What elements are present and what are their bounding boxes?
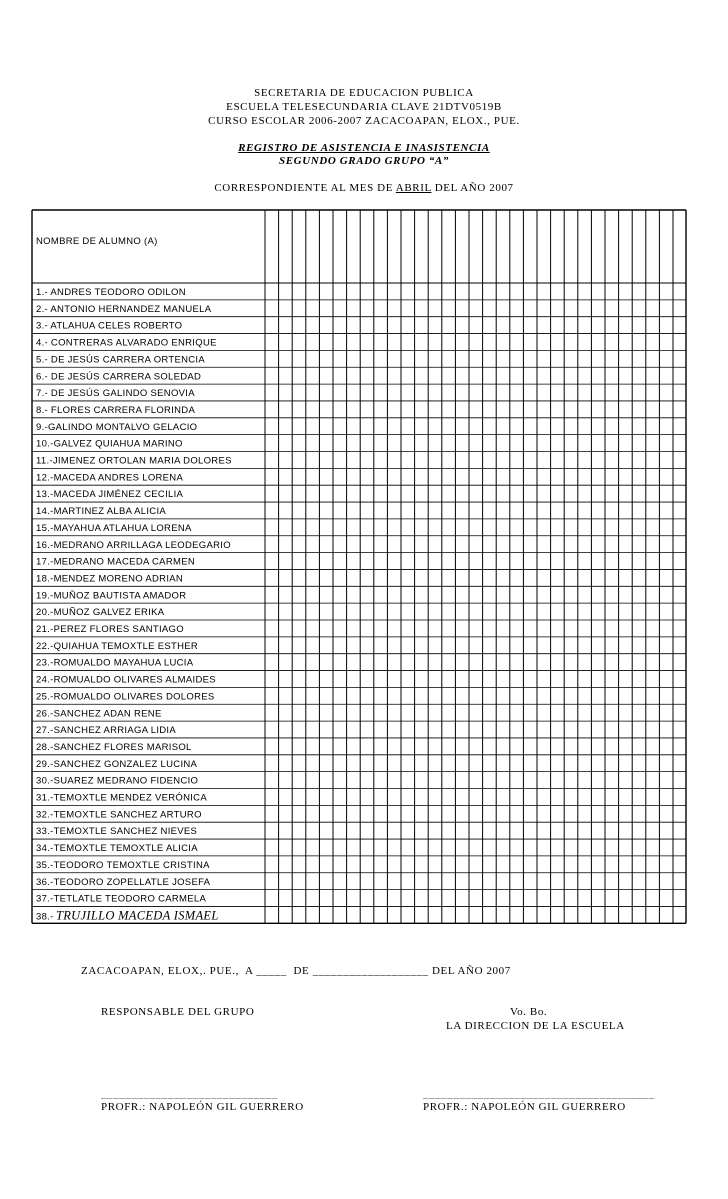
student-name: 11.-JIMENEZ ORTOLAN MARIA DOLORES <box>36 455 232 467</box>
student-name: 8.- FLORES CARRERA FLORINDA <box>36 404 196 416</box>
student-name: 19.-MUÑOZ BAUTISTA AMADOR <box>36 590 187 602</box>
signature-line-left: _____________________________ <box>101 1088 278 1100</box>
student-name: 18.-MENDEZ MORENO ADRIAN <box>36 573 184 585</box>
student-name: 3.- ATLAHUA CELES ROBERTO <box>36 320 183 332</box>
header-line-1: SECRETARIA DE EDUCACION PUBLICA <box>254 87 474 99</box>
month-value: ABRIL <box>395 182 432 194</box>
student-name: 23.-ROMUALDO MAYAHUA LUCIA <box>36 657 194 669</box>
student-name: 17.-MEDRANO MACEDA CARMEN <box>36 556 195 568</box>
student-name: 2.- ANTONIO HERNANDEZ MANUELA <box>36 303 212 315</box>
month-prefix: CORRESPONDIENTE AL MES DE <box>214 182 396 194</box>
student-name: 20.-MUÑOZ GALVEZ ERIKA <box>36 607 165 619</box>
student-name: 16.-MEDRANO ARRILLAGA LEODEGARIO <box>36 539 231 551</box>
student-name: 31.-TEMOXTLE MENDEZ VERÓNICA <box>36 792 207 804</box>
month-suffix: DEL AÑO 2007 <box>431 182 514 194</box>
student-name: 10.-GALVEZ QUIAHUA MARINO <box>36 438 183 450</box>
student-name: 12.-MACEDA ANDRES LORENA <box>36 472 184 484</box>
student-name: 27.-SANCHEZ ARRIAGA LIDIA <box>36 725 177 737</box>
student-name: 9.-GALINDO MONTALVO GELACIO <box>36 421 198 433</box>
student-name: 28.-SANCHEZ FLORES MARISOL <box>36 741 192 753</box>
student-name: 21.-PEREZ FLORES SANTIAGO <box>36 624 184 635</box>
student-name: 25.-ROMUALDO OLIVARES DOLORES <box>36 691 215 703</box>
student-name: 5.- DE JESÚS CARRERA ORTENCIA <box>36 354 206 366</box>
student-name: 36.-TEODORO ZOPELLATLE JOSEFA <box>36 876 211 888</box>
header-line-3: CURSO ESCOLAR 2006-2007 ZACACOAPAN, ELOX., PUE. <box>208 115 520 127</box>
student-name: 15.-MAYAHUA ATLAHUA LORENA <box>36 522 192 534</box>
place-date-line: ZACACOAPAN, ELOX,. PUE., A _____ DE ___________________ DEL AÑO 2007 <box>81 965 511 977</box>
student-name-emphasized: TRUJILLO MACEDA ISMAEL <box>56 908 219 923</box>
document-subtitle: SEGUNDO GRADO GRUPO “A” <box>279 155 449 167</box>
student-name: 35.-TEODORO TEMOXTLE CRISTINA <box>36 859 210 871</box>
vobo-label: Vo. Bo. <box>510 1006 548 1018</box>
student-name: 6.- DE JESÚS CARRERA SOLEDAD <box>36 371 202 383</box>
name-column-header: NOMBRE DE ALUMNO (A) <box>36 236 158 247</box>
responsible-label: RESPONSABLE DEL GRUPO <box>101 1006 255 1018</box>
student-name: 34.-TEMOXTLE TEMOXTLE ALICIA <box>36 843 198 855</box>
student-name: 37.-TETLATLE TEODORO CARMELA <box>36 893 207 905</box>
student-name: 30.-SUAREZ MEDRANO FIDENCIO <box>36 775 199 787</box>
signature-line-right: ______________________________________ <box>423 1088 655 1100</box>
teacher-right: PROFR.: NAPOLEÓN GIL GUERRERO <box>423 1101 626 1113</box>
student-name: 26.-SANCHEZ ADAN RENE <box>36 708 162 720</box>
header-line-2: ESCUELA TELESECUNDARIA CLAVE 21DTV0519B <box>226 101 502 113</box>
document-title: REGISTRO DE ASISTENCIA E INASISTENCIA <box>238 142 490 154</box>
teacher-left: PROFR.: NAPOLEÓN GIL GUERRERO <box>101 1101 304 1113</box>
student-name: 29.-SANCHEZ GONZALEZ LUCINA <box>36 758 198 770</box>
student-name: 13.-MACEDA JIMÉNEZ CECILIA <box>36 489 184 501</box>
direction-label: LA DIRECCION DE LA ESCUELA <box>446 1020 625 1032</box>
student-name: 14.-MARTINEZ ALBA ALICIA <box>36 506 167 518</box>
student-name: 22.-QUIAHUA TEMOXTLE ESTHER <box>36 640 199 652</box>
student-name: 38.- <box>36 911 54 923</box>
student-name: 1.- ANDRES TEODORO ODILON <box>36 287 186 298</box>
student-name: 24.-ROMUALDO OLIVARES ALMAIDES <box>36 674 216 686</box>
student-name: 33.-TEMOXTLE SANCHEZ NIEVES <box>36 826 198 838</box>
student-name: 7.- DE JESÚS GALINDO SENOVIA <box>36 388 195 400</box>
student-name: 4.- CONTRERAS ALVARADO ENRIQUE <box>36 337 217 349</box>
student-name: 32.-TEMOXTLE SANCHEZ ARTURO <box>36 809 202 821</box>
